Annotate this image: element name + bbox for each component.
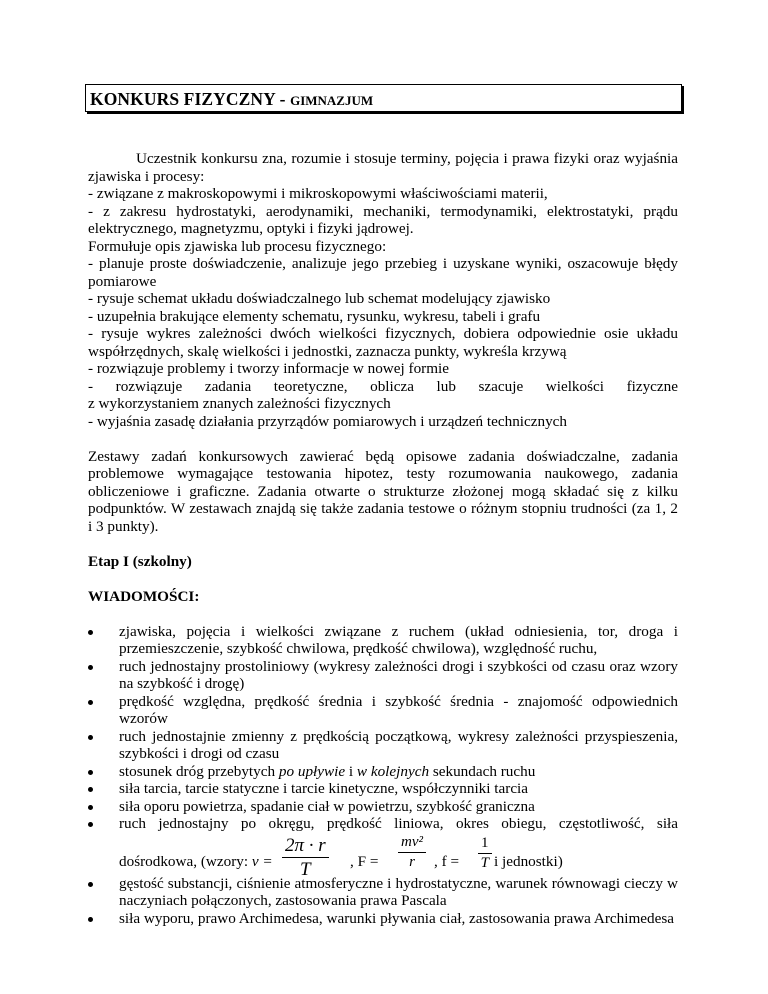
stage-heading: Etap I (szkolny) [88,552,192,570]
requirement-line: - planuje proste doświadczenie, analizuje jego przebieg i uzyskane wyniki, oszacowuje błędy pomiarowe [88,255,678,290]
title-main: KONKURS FIZYCZNY - [90,89,291,109]
bullet-icon [88,822,93,827]
requirement-line: - rozwiązuje problemy i tworzy informacje w nowej formie [88,360,449,377]
list-item: stosunek dróg przebytych po upływie i w kolejnych sekundach ruchu [88,763,678,781]
force-denominator: r [409,853,415,870]
force-fraction [398,835,426,870]
requirement-line: z wykorzystaniem znanych zależności fizycznych [88,395,391,412]
list-item: ruch jednostajny po okręgu, prędkość liniowa, okres obiegu, częstotliwość, siła [88,815,678,833]
knowledge-list [88,623,678,833]
bullet-icon [88,770,93,775]
requirement-line: - rysuje wykres zależności dwóch wielkości fizycznych, dobiera odpowiednie osie układu współrzędnych, skalę wielkości i jednostki, zaznacza punkty, wykreśla krzywą [88,325,678,360]
force-eq: , F = [350,852,379,870]
bullet-icon [88,805,93,810]
formula-tail: i jednostki) [494,852,563,870]
requirement-line: - związane z makroskopowymi i mikroskopowymi właściwościami materii, [88,185,548,202]
frequency-eq: , f = [434,852,460,870]
bullet-icon [88,787,93,792]
velocity-denominator: T [300,858,311,880]
frequency-numerator: 1 [478,836,492,854]
list-item: prędkość względna, prędkość średnia i szybkość średnia - znajomość odpowiednich wzorów [88,693,678,728]
frequency-denominator: T [480,854,489,871]
requirement-line: Formułuje opis zjawiska lub procesu fizycznego: [88,237,387,255]
bullet-icon [88,630,93,635]
force-numerator: mv² [398,835,426,853]
requirement-line: - z zakresu hydrostatyki, aerodynamiki, mechaniki, termodynamiki, elektrostatyki, prądu elektrycznego, magnetyzmu, optyki i fizyki jądrowej. [88,202,678,237]
bullet-icon [88,882,93,887]
list-item: siła oporu powietrza, spadanie ciał w powietrzu, szybkość graniczna [88,798,678,816]
title-box [85,84,682,112]
list-item: zjawiska, pojęcia i wielkości związane z ruchem (układ odniesienia, tor, droga i przemieszczenie, szybkość chwilowa, prędkość chwilowa), względność ruchu, [88,623,678,658]
knowledge-list-continued [88,875,678,928]
list-item: gęstość substancji, ciśnienie atmosferyczne i hydrostatyczne, warunek równowagi cieczy w naczyniach połączonych, zastosowania prawa Pascala [88,875,678,910]
requirement-line: - uzupełnia brakujące elementy schematu, rysunku, wykresu, tabeli i grafu [88,307,541,325]
frequency-fraction [478,836,492,871]
velocity-fraction [282,836,329,879]
velocity-numerator: 2π · r [282,836,329,858]
requirement-line: - rozwiązuje zadania teoretyczne, oblicza lub szacuje wielkości fizyczne [88,377,678,395]
formula-line [88,833,678,880]
bullet-icon [88,735,93,740]
bullet-icon [88,700,93,705]
list-item: siła tarcia, tarcie statyczne i tarcie kinetyczne, współczynniki tarcia [88,780,678,798]
intro-paragraph: Uczestnik konkursu zna, rozumie i stosuje terminy, pojęcia i prawa fizyki oraz wyjaśnia zjawiska i procesy: [88,150,678,185]
bullet-icon [88,665,93,670]
title-sub: GIMNAZJUM [290,93,374,108]
list-item: ruch jednostajny prostoliniowy (wykresy zależności drogi i szybkości od czasu oraz wzory na szybkość i drogę) [88,658,678,693]
requirement-line: - rysuje schemat układu doświadczalnego lub schemat modelujący zjawisko [88,290,551,307]
list-item: ruch jednostajnie zmienny z prędkością początkową, wykresy zależności przyspieszenia, szybkości i drogi od czasu [88,728,678,763]
list-item: siła wyporu, prawo Archimedesa, warunki pływania ciał, zastosowania prawa Archimedesa [88,910,678,928]
bullet-icon [88,917,93,922]
tasks-paragraph: Zestawy zadań konkursowych zawierać będą opisowe zadania doświadczalne, zadania problemowe wymagające testowania hipotez, testy rozumowania naukowego, zadania obliczeniowe i graficzne. Zadania otwarte o strukturze złożonej mogą składać się z kilku podpunktów. W zestawach znajdą się także zadania testowe o różnym stopniu trudności (za 1, 2 i 3 punkty). [88,447,678,535]
knowledge-heading: WIADOMOŚCI: [88,587,200,605]
formula-lead: dośrodkowa, (wzory: v = [119,852,273,870]
requirement-line: - wyjaśnia zasadę działania przyrządów pomiarowych i urządzeń technicznych [88,412,568,430]
document-body [88,150,678,927]
